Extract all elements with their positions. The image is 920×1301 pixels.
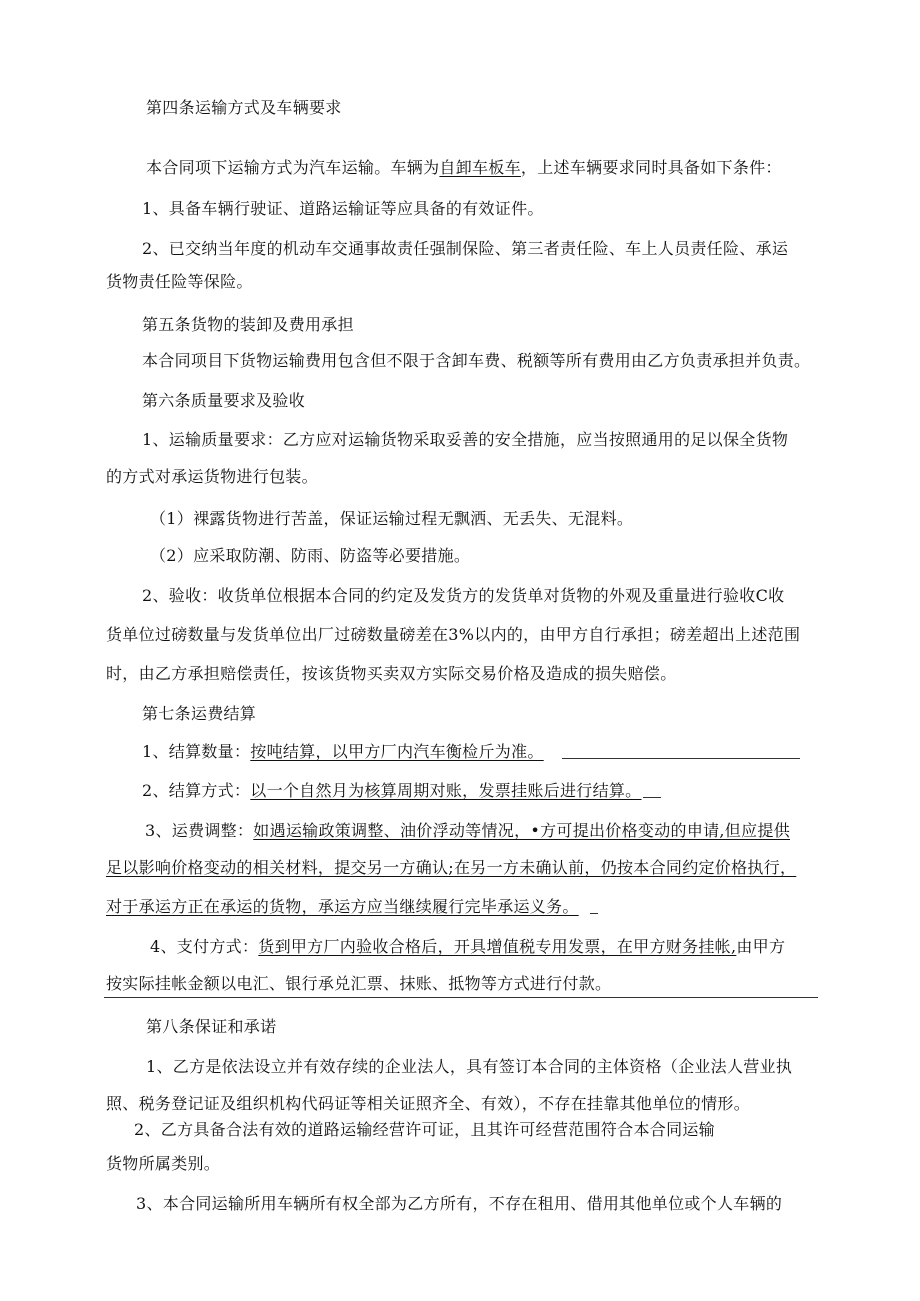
article-7-item-3-line-1 — [145, 820, 790, 842]
article-4-intro-post: ，上述车辆要求同时具备如下条件： — [520, 158, 782, 177]
freight-adjustment-text-3: 对于承运方正在承运的货物，承运方应当继续履行完毕承运义务。 — [106, 897, 579, 916]
article-6-sub-1: （1）裸露货物进行苦盖，保证运输过程无飘洒、无丢失、无混料。 — [150, 509, 634, 528]
article-7-item-2 — [142, 780, 641, 802]
article-4-item-1: 1、具备车辆行驶证、道路运输证等应具备的有效证件。 — [142, 199, 544, 218]
underline-tail-2 — [590, 913, 598, 914]
blank-fill-line — [562, 758, 800, 759]
article-6-item-1-line-1: 1、运输质量要求：乙方应对运输货物采取妥善的安全措施，应当按照通用的足以保全货物 — [142, 430, 789, 449]
article-8-item-2-line-1: 2、乙方具备合法有效的道路运输经营许可证，且其许可经营范围符合本合同运输 — [134, 1120, 715, 1139]
freight-adjustment-text-1: 如遇运输政策调整、油价浮动等情况，•方可提出价格变动的申请,但应提供 — [253, 821, 791, 840]
underline-tail — [643, 797, 661, 798]
article-8-item-2-line-2: 货物所属类别。 — [106, 1154, 221, 1173]
article-6-item-2-line-1: 2、验收：收货单位根据本合同的约定及发货方的发货单对货物的外观及重量进行验收C收 — [142, 586, 785, 605]
vehicle-type-underlined: 自卸车板车 — [439, 158, 521, 177]
article-7-heading: 第七条运费结算 — [142, 704, 257, 723]
payment-method-post: 由甲方 — [736, 937, 786, 956]
article-6-item-2-line-2: 货单位过磅数量与发货单位出厂过磅数量磅差在3%以内的，由甲方自行承担；磅差超出上述范围 — [106, 625, 801, 644]
settlement-method-value: 以一个自然月为核算周期对账，发票挂账后进行结算。 — [250, 781, 642, 800]
article-7-item-4-line-2: 按实际挂帐金额以电汇、银行承兑汇票、抹账、抵物等方式进行付款。 — [106, 974, 612, 993]
article-8-heading: 第八条保证和承诺 — [146, 1017, 277, 1036]
article-6-heading: 第六条质量要求及验收 — [142, 391, 306, 410]
article-7-item-1 — [142, 741, 544, 763]
settlement-method-label: 2、结算方式： — [142, 781, 251, 800]
article-7-item-4-line-1 — [150, 936, 785, 958]
payment-method-label: 4、支付方式： — [150, 937, 259, 956]
article-8-item-1-line-2: 照、税务登记证及组织机构代码证等相关证照齐全、有效），不存在挂靠其他单位的情形。 — [106, 1094, 751, 1113]
article-6-item-1-line-2: 的方式对承运货物进行包装。 — [106, 467, 318, 486]
article-4-intro — [146, 157, 782, 179]
section-divider-line — [104, 997, 818, 998]
article-4-item-2-line-1: 2、已交纳当年度的机动车交通事故责任强制保险、第三者责任险、车上人员责任险、承运 — [142, 239, 789, 258]
settlement-quantity-label: 1、结算数量： — [142, 742, 251, 761]
article-4-heading: 第四条运输方式及车辆要求 — [146, 98, 342, 117]
article-6-item-2-line-3: 时，由乙方承担赔偿责任，按该货物买卖双方实际交易价格及造成的损失赔偿。 — [106, 664, 677, 683]
payment-method-underlined: 货到甲方厂内验收合格后，开具增值税专用发票，在甲方财务挂帐, — [258, 937, 737, 956]
article-5-body: 本合同项目下货物运输费用包含但不限于含卸车费、税额等所有费用由乙方负责承担并负责。 — [142, 351, 811, 370]
freight-adjustment-label: 3、运费调整： — [145, 821, 254, 840]
freight-adjustment-text-2: 足以影响价格变动的相关材料，提交另一方确认;在另一方未确认前，仍按本合同约定价格执行， — [106, 858, 797, 877]
article-4-intro-pre: 本合同项下运输方式为汽车运输。车辆为 — [146, 158, 440, 177]
article-8-item-3-line-1: 3、本合同运输所用车辆所有权全部为乙方所有，不存在租用、借用其他单位或个人车辆的 — [136, 1194, 783, 1213]
settlement-quantity-value: 按吨结算，以甲方厂内汽车衡检斤为准。 — [250, 742, 544, 761]
article-8-item-1-line-1: 1、乙方是依法设立并有效存续的企业法人，具有签订本合同的主体资格（企业法人营业执 — [146, 1057, 793, 1076]
article-6-sub-2: （2）应采取防潮、防雨、防盗等必要措施。 — [150, 546, 471, 565]
article-5-heading: 第五条货物的装卸及费用承担 — [142, 315, 354, 334]
article-4-item-2-line-2: 货物责任险等保险。 — [106, 272, 253, 291]
